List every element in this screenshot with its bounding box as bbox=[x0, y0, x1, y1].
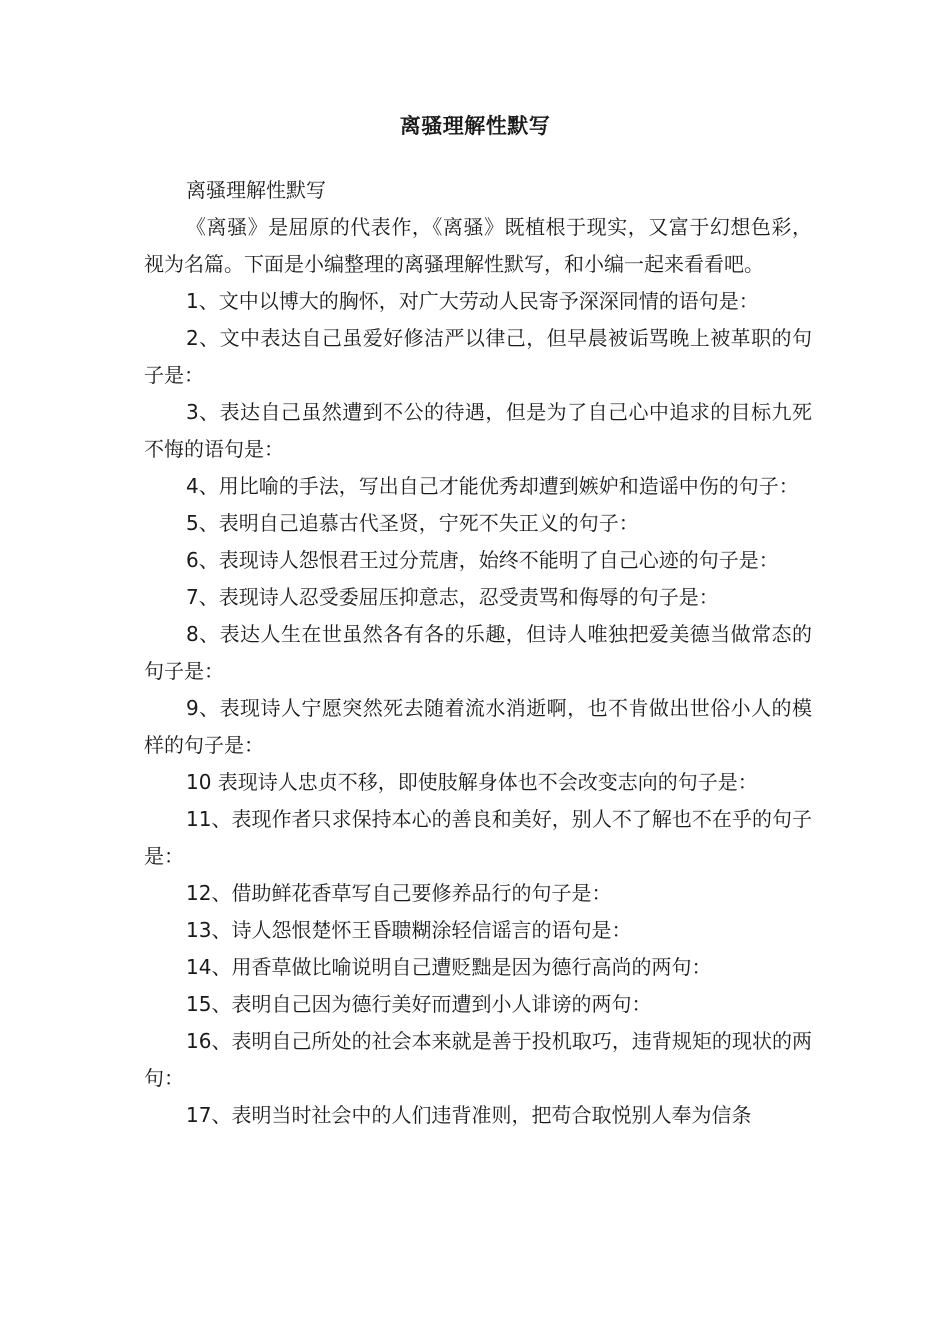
question-item: 9、表现诗人宁愿突然死去随着流水消逝啊，也不肯做出世俗小人的模样的句子是： bbox=[144, 696, 812, 757]
question-item: 6、表现诗人怨恨君王过分荒唐，始终不能明了自己心迹的句子是： bbox=[186, 548, 779, 572]
question-item: 10 表现诗人忠贞不移，即使肢解身体也不会改变志向的句子是： bbox=[186, 770, 758, 794]
question-item: 7、表现诗人忍受委屈压抑意志，忍受责骂和侮辱的句子是： bbox=[186, 585, 719, 609]
question-item: 2、文中表达自己虽爱好修洁严以律己，但早晨被诟骂晚上被革职的句子是： bbox=[144, 326, 812, 387]
question-item: 11、表现作者只求保持本心的善良和美好，别人不了解也不在乎的句子是： bbox=[144, 807, 812, 868]
question-item: 1、文中以博大的胸怀，对广大劳动人民寄予深深同情的语句是： bbox=[186, 289, 759, 313]
intro-paragraph: 《离骚》是屈原的代表作，《离骚》既植根于现实，又富于幻想色彩，视为名篇。下面是小编整理的离骚理解性默写，和小编一起来看看吧。 bbox=[144, 215, 812, 276]
question-item: 13、诗人怨恨楚怀王昏聩糊涂轻信谣言的语句是： bbox=[186, 918, 632, 942]
subtitle-paragraph: 离骚理解性默写 bbox=[186, 178, 326, 202]
document-title: 离骚理解性默写 bbox=[399, 114, 551, 138]
question-item: 17、表明当时社会中的人们违背准则，把苟合取悦别人奉为信条 bbox=[186, 1103, 752, 1127]
question-item: 4、用比喻的手法，写出自己才能优秀却遭到嫉妒和造谣中伤的句子： bbox=[186, 474, 799, 498]
question-item: 14、用香草做比喻说明自己遭贬黜是因为德行高尚的两句： bbox=[186, 955, 712, 979]
question-item: 15、表明自己因为德行美好而遭到小人诽谤的两句： bbox=[186, 992, 652, 1016]
question-item: 3、表达自己虽然遭到不公的待遇，但是为了自己心中追求的目标九死不悔的语句是： bbox=[144, 400, 812, 461]
document-body bbox=[144, 172, 812, 1134]
question-item: 5、表明自己追慕古代圣贤，宁死不失正义的句子： bbox=[186, 511, 639, 535]
question-item: 16、表明自己所处的社会本来就是善于投机取巧，违背规矩的现状的两句： bbox=[144, 1029, 812, 1090]
question-item: 12、借助鲜花香草写自己要修养品行的句子是： bbox=[186, 881, 612, 905]
question-item: 8、表达人生在世虽然各有各的乐趣，但诗人唯独把爱美德当做常态的句子是： bbox=[144, 622, 812, 683]
